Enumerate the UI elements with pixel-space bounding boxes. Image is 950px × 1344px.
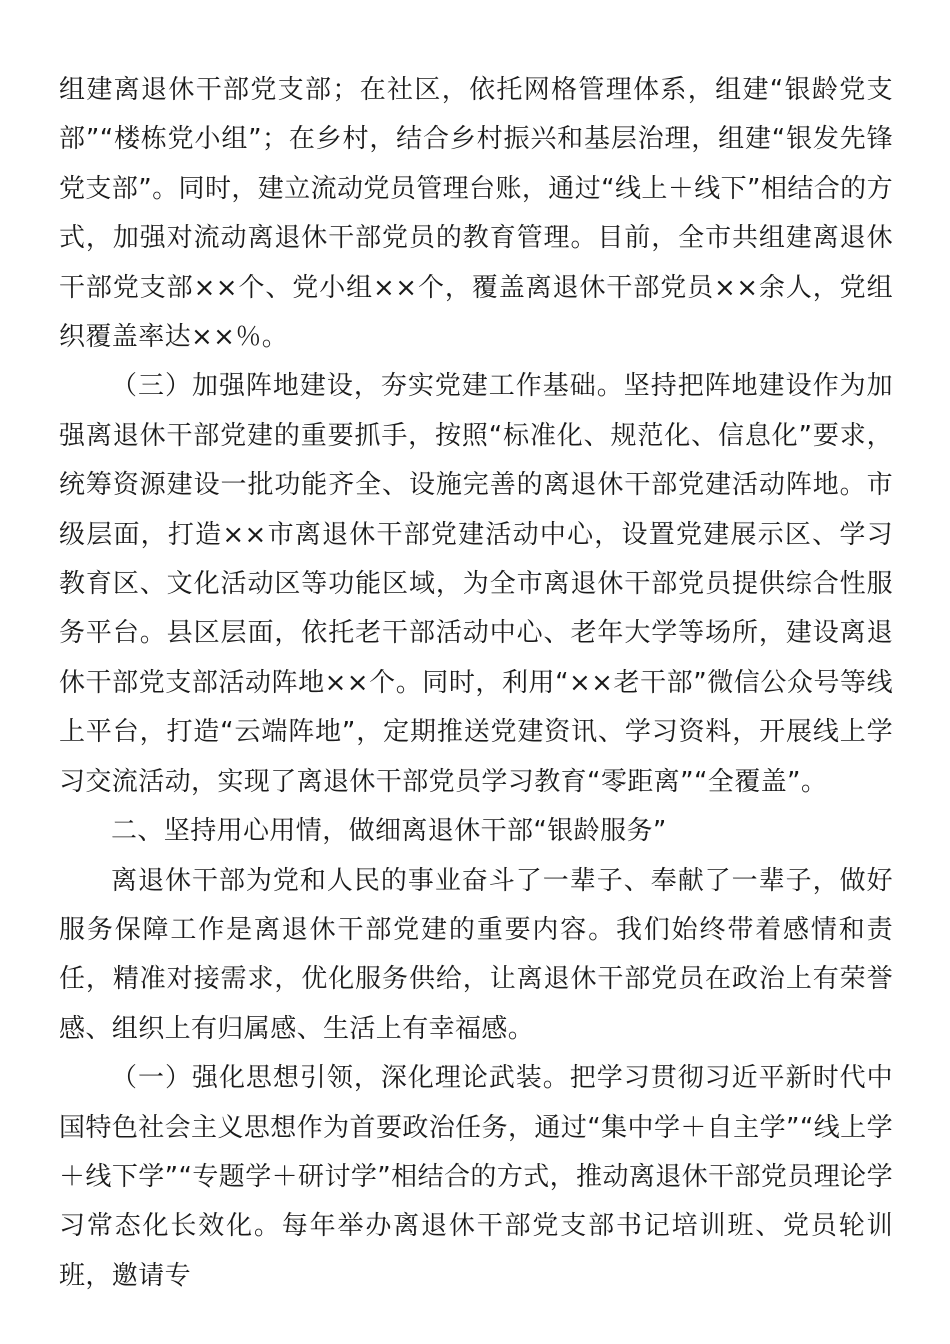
paragraph-continuation: 组建离退休干部党支部；在社区，依托网格管理体系，组建“银龄党支部”“楼栋党小组”；在乡村，结合乡村振兴和基层治理，组建“银发先锋党支部”。同时，建立流动党员管理台账，通过“线上＋线下”相结合的方式，加强对流动离退休干部党员的教育管理。目前，全市共组建离退休干部党支部××个、党小组××个，覆盖离退休干部党员××余人，党组织覆盖率达××％。	[59, 75, 893, 353]
section-heading-two: 二、坚持用心用情，做细离退休干部“银龄服务”	[111, 816, 667, 847]
paragraph-subsection-one: （一）强化思想引领，深化理论武装。把学习贯彻习近平新时代中国特色社会主义思想作为首要政治任务，通过“集中学＋自主学”“线上学＋线下学”“专题学＋研讨学”相结合的方式，推动离退休干部党员理论学习常态化长效化。每年举办离退休干部党支部书记培训班、党员轮训班，邀请专	[59, 1063, 893, 1291]
paragraph-section-three: （三）加强阵地建设，夯实党建工作基础。坚持把阵地建设作为加强离退休干部党建的重要抓手，按照“标准化、规范化、信息化”要求，统筹资源建设一批功能齐全、设施完善的离退休干部党建活动阵地。市级层面，打造××市离退休干部党建活动中心，设置党建展示区、学习教育区、文化活动区等功能区域，为全市离退休干部党员提供综合性服务平台。县区层面，依托老干部活动中心、老年大学等场所，建设离退休干部党支部活动阵地××个。同时，利用“××老干部”微信公众号等线上平台，打造“云端阵地”，定期推送党建资讯、学习资料，开展线上学习交流活动，实现了离退休干部党员学习教育“零距离”“全覆盖”。	[59, 371, 893, 797]
paragraph-service-intro: 离退休干部为党和人民的事业奋斗了一辈子、奉献了一辈子，做好服务保障工作是离退休干部党建的重要内容。我们始终带着感情和责任，精准对接需求，优化服务供给，让离退休干部党员在政治上有荣誉感、组织上有归属感、生活上有幸福感。	[59, 865, 893, 1044]
document-page	[59, 66, 893, 1301]
